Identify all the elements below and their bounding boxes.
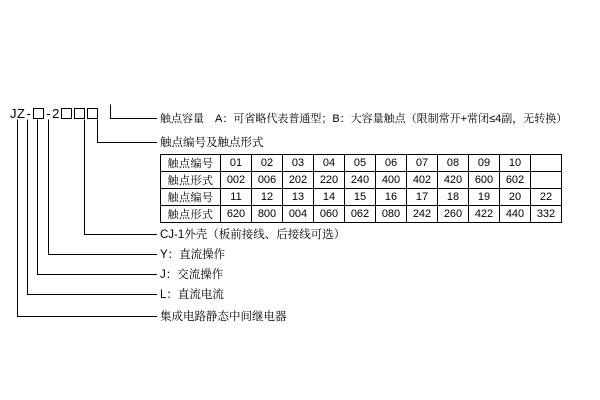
cell: 080 (376, 206, 407, 223)
row-header: 触点编号 (161, 189, 221, 206)
cell: 05 (345, 155, 376, 172)
cell: 09 (469, 155, 500, 172)
cell: 15 (345, 189, 376, 206)
table-row (161, 155, 562, 172)
cell: 14 (314, 189, 345, 206)
model-box-2 (61, 108, 72, 119)
cell: 16 (376, 189, 407, 206)
cell: 19 (469, 189, 500, 206)
cell: 440 (500, 206, 531, 223)
cell: 17 (407, 189, 438, 206)
cell: 602 (500, 172, 531, 189)
cell: 002 (221, 172, 252, 189)
cell: 04 (314, 155, 345, 172)
row-header: 触点形式 (161, 172, 221, 189)
cell: 420 (438, 172, 469, 189)
table-row (161, 172, 562, 189)
cell: 22 (531, 189, 562, 206)
model-box-1 (33, 108, 44, 119)
cell: 10 (500, 155, 531, 172)
cell (531, 155, 562, 172)
cell: 20 (500, 189, 531, 206)
cell: 422 (469, 206, 500, 223)
annotation-shell: CJ-1外壳（板前接线、后接线可选） (160, 229, 346, 241)
cell: 02 (252, 155, 283, 172)
annotation-contact-number-form: 触点编号及触点形式 (160, 137, 264, 149)
cell: 620 (221, 206, 252, 223)
model-box-3 (74, 108, 85, 119)
cell: 220 (314, 172, 345, 189)
cell: 13 (283, 189, 314, 206)
model-dash-2: - (46, 106, 52, 121)
model-box-4 (87, 108, 98, 119)
cell (531, 172, 562, 189)
row-header: 触点形式 (161, 206, 221, 223)
contact-table (160, 154, 562, 223)
model-code (10, 106, 99, 121)
cell: 06 (376, 155, 407, 172)
cell: 12 (252, 189, 283, 206)
row-header: 触点编号 (161, 155, 221, 172)
cell: 240 (345, 172, 376, 189)
cell: 006 (252, 172, 283, 189)
cell: 600 (469, 172, 500, 189)
cell: 01 (221, 155, 252, 172)
cell: 402 (407, 172, 438, 189)
cell: 08 (438, 155, 469, 172)
cell: 060 (314, 206, 345, 223)
model-digit: 2 (52, 105, 60, 121)
cell: 202 (283, 172, 314, 189)
cell: 332 (531, 206, 562, 223)
annotation-dc-current: L：直流电流 (160, 289, 224, 301)
cell: 07 (407, 155, 438, 172)
table-row (161, 189, 562, 206)
model-dash-1: - (26, 106, 32, 121)
table-row (161, 206, 562, 223)
cell: 400 (376, 172, 407, 189)
annotation-contact-capacity: 触点容量 A：可省略代表普通型；B：大容量触点（限制常开+常闭≤4副，无转换） (160, 113, 568, 125)
cell: 062 (345, 206, 376, 223)
annotation-dc-operation: Y：直流操作 (160, 249, 226, 261)
cell: 03 (283, 155, 314, 172)
cell: 800 (252, 206, 283, 223)
cell: 004 (283, 206, 314, 223)
cell: 260 (438, 206, 469, 223)
cell: 18 (438, 189, 469, 206)
annotation-ac-operation: J：交流操作 (160, 269, 224, 281)
cell: 242 (407, 206, 438, 223)
model-prefix: JZ (10, 105, 26, 121)
cell: 11 (221, 189, 252, 206)
annotation-product-name: 集成电路静态中间继电器 (160, 311, 287, 323)
